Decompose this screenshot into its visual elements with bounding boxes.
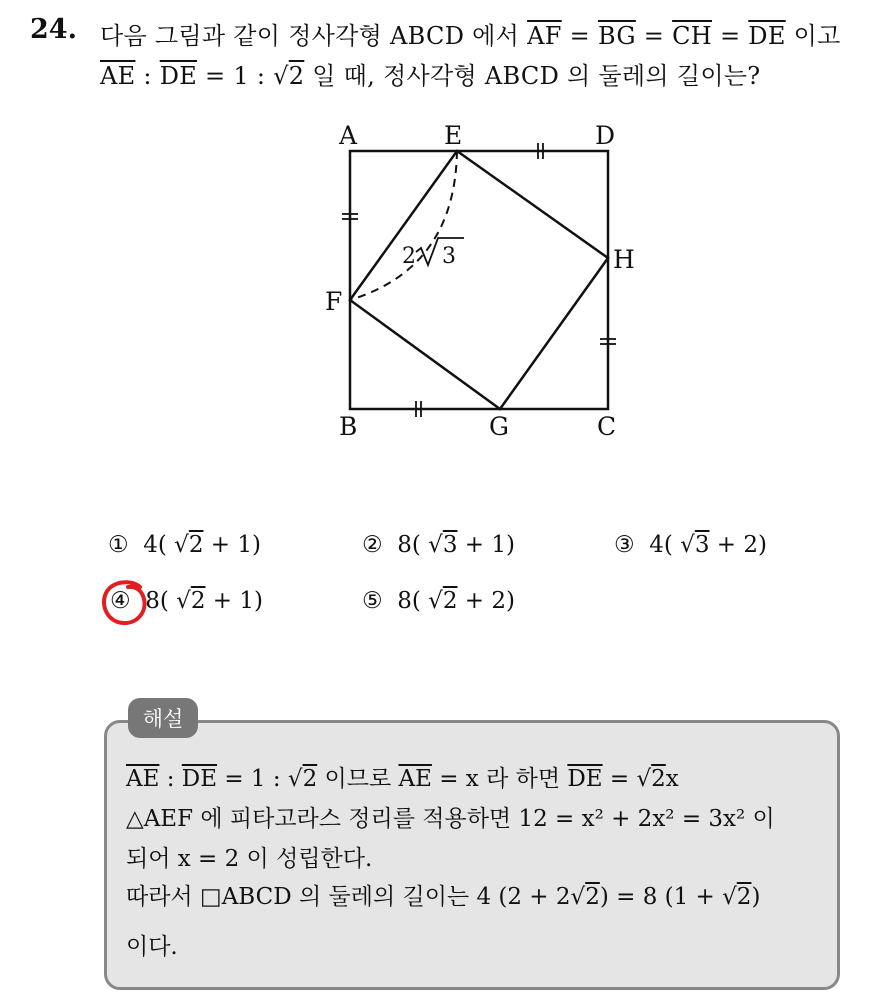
segment-bg: $\overline{BG}$ — [597, 22, 636, 50]
label-a: A — [339, 121, 358, 150]
choice-1[interactable]: ① 4( √2 + 1) — [108, 532, 261, 558]
selected-circle-icon — [100, 578, 152, 628]
segment-af: $\overline{AF}$ — [527, 22, 562, 50]
label-f: F — [325, 287, 343, 316]
choice-2[interactable]: ② 8( √3 + 1) — [362, 532, 515, 558]
inner-square-efgh — [350, 151, 608, 409]
length-coef: 2 — [402, 244, 416, 269]
label-b: B — [339, 412, 358, 441]
label-e: E — [444, 121, 463, 150]
label-h: H — [613, 245, 635, 274]
solution-line-3: 되어 x = 2 이 성립한다. — [126, 846, 373, 872]
choice-5[interactable]: ⑤ 8( √2 + 2) — [362, 588, 515, 614]
label-g: G — [489, 412, 509, 441]
segment-ch: $\overline{CH}$ — [672, 22, 713, 50]
label-d: D — [595, 121, 616, 150]
segment-de: $\overline{DE}$ — [748, 22, 786, 50]
question-line-1: 다음 그림과 같이 정사각형 ABCD 에서 $\overline{AF} = \overline{BG} = \overline{CH} = \overline{DE}$ 이고 — [100, 22, 841, 50]
segment-ae: $\overline{AE}$ — [100, 62, 136, 90]
question-line-2: $\overline{AE}$ : $\overline{DE} = 1$ : √2 일 때, 정사각형 ABCD 의 둘레의 길이는? — [100, 62, 761, 90]
length-rad: 3 — [442, 244, 456, 269]
solution-line-1: $\overline{AE}$ : $\overline{DE} = 1$ : √2 이므로 $\overline{AE} = x$ 라 하면 $\overline{DE} = √2x$ — [126, 766, 679, 792]
solution-tag: 해설 — [128, 698, 198, 738]
choice-4[interactable]: ④ 8( √2 + 1) — [110, 588, 263, 614]
sqrt-icon: √ — [273, 62, 289, 90]
solution-line-5: 이다. — [126, 934, 178, 960]
choice-3[interactable]: ③ 4( √3 + 2) — [614, 532, 767, 558]
question-number: 24. — [30, 14, 77, 45]
length-sqrt-icon — [416, 238, 464, 265]
square-figure — [320, 118, 660, 448]
square-abcd — [350, 151, 608, 409]
solution-line-4: 따라서 □ABCD 의 둘레의 길이는 4 (2 + 2√2) = 8 (1 + √2) — [126, 884, 761, 910]
solution-line-2: △AEF 에 피타고라스 정리를 적용하면 12 = x² + 2x² = 3x² 이 — [126, 806, 775, 832]
label-c: C — [597, 412, 617, 441]
